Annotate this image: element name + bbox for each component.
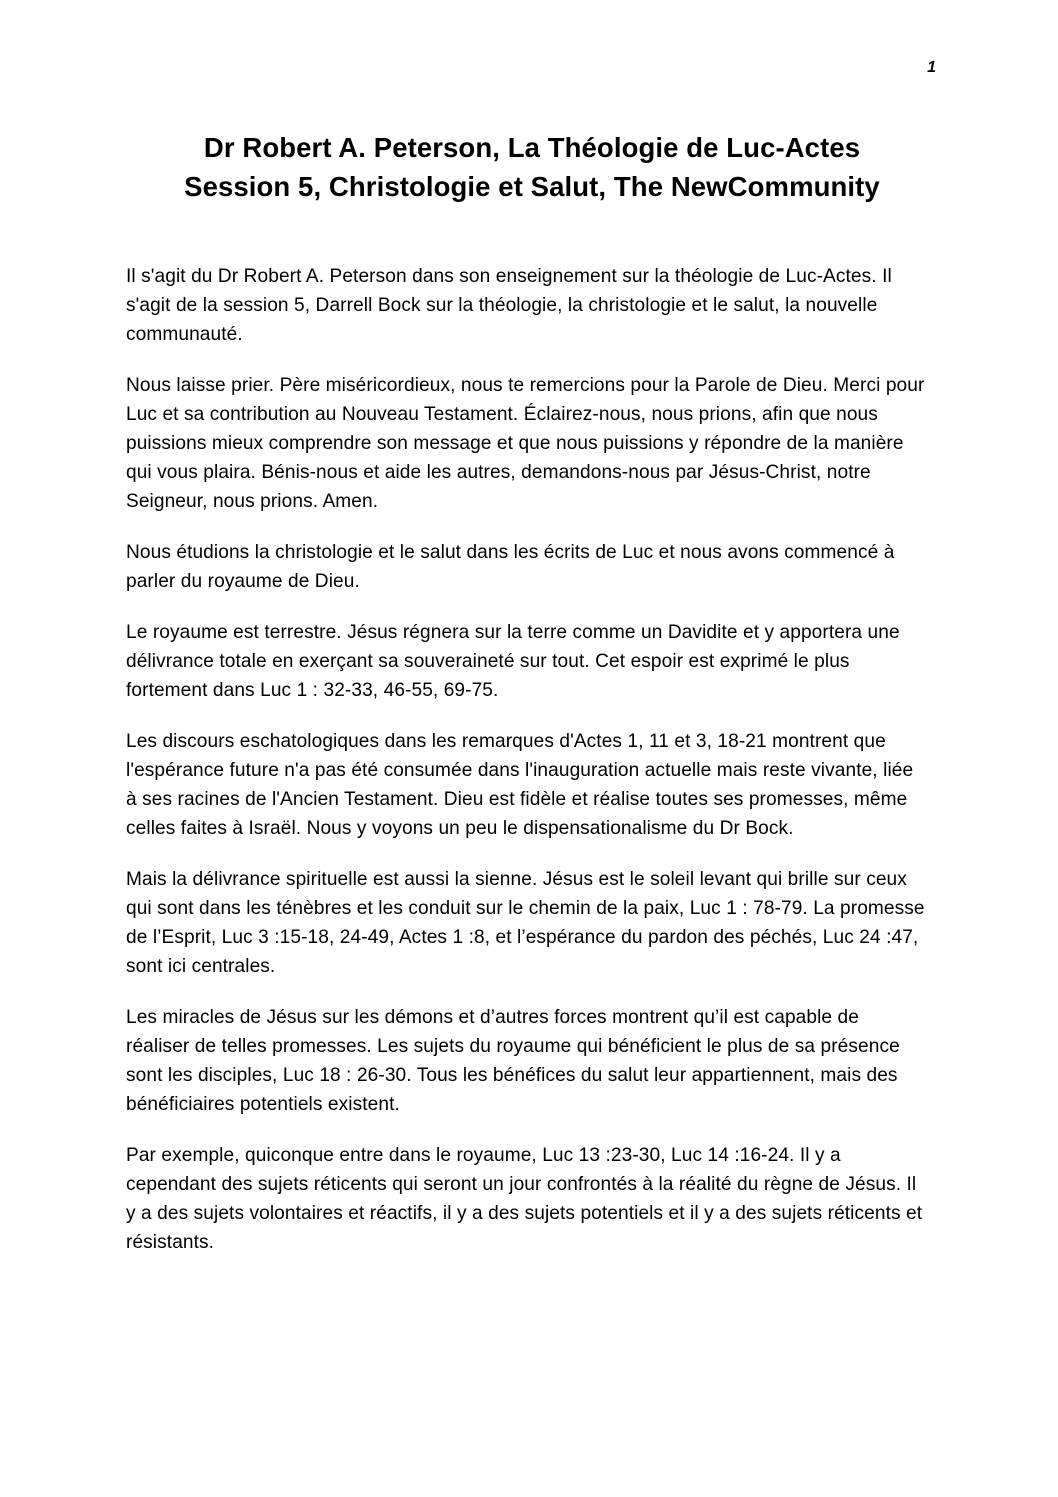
document-body (126, 262, 926, 1257)
page-number: 1 (927, 59, 936, 76)
paragraph: Nous laisse prier. Père miséricordieux, nous te remercions pour la Parole de Dieu. Merci pour Luc et sa contribution au Nouveau Testament. Éclairez-nous, nous prions, afin que nous puissions mieux comprendre son message et que nous puissions y répondre de la manière qui vous plaira. Bénis-nous et aide les autres, demandons-nous par Jésus-Christ, notre Seigneur, nous prions. Amen. (126, 375, 925, 513)
paragraph: Le royaume est terrestre. Jésus régnera sur la terre comme un Davidite et y apportera une délivrance totale en exerçant sa souveraineté sur tout. Cet espoir est exprimé le plus fortement dans Luc 1 : 32-33, 46-55, 69-75. (126, 622, 900, 702)
paragraph: Les discours eschatologiques dans les remarques d'Actes 1, 11 et 3, 18-21 montrent que l'espérance future n'a pas été consumée dans l'inauguration actuelle mais reste vivante, liée à ses racines de l'Ancien Testament. Dieu est fidèle et réalise toutes ses promesses, même celles faites à Israël. Nous y voyons un peu le dispensationalisme du Dr Bock. (126, 731, 914, 840)
paragraph: Par exemple, quiconque entre dans le royaume, Luc 13 :23-30, Luc 14 :16-24. Il y a cependant des sujets réticents qui seront un jour confrontés à la réalité du règne de Jésus. Il y a des sujets volontaires et réactifs, il y a des sujets potentiels et il y a des sujets réticents et résistants. (126, 1145, 923, 1254)
paragraph: Mais la délivrance spirituelle est aussi la sienne. Jésus est le soleil levant qui brille sur ceux qui sont dans les ténèbres et les conduit sur le chemin de la paix, Luc 1 : 78-79. La promesse de l’Esprit, Luc 3 :15-18, 24-49, Actes 1 :8, et l’espérance du pardon des péchés, Luc 24 :47, sont ici centrales. (126, 869, 925, 978)
paragraph: Nous étudions la christologie et le salut dans les écrits de Luc et nous avons commencé à parler du royaume de Dieu. (126, 542, 895, 593)
page-title (126, 128, 938, 206)
page-title-line-1: Dr Robert A. Peterson, La Théologie de Luc-Actes (203, 132, 861, 163)
paragraph: Les miracles de Jésus sur les démons et d’autres forces montrent qu’il est capable de réaliser de telles promesses. Les sujets du royaume qui bénéficient le plus de sa présence sont les disciples, Luc 18 : 26-30. Tous les bénéfices du salut leur appartiennent, mais des bénéficiaires potentiels existent. (126, 1007, 900, 1116)
page-title-line-2: Session 5, Christologie et Salut, The NewCommunity (184, 171, 880, 203)
paragraph: Il s'agit du Dr Robert A. Peterson dans son enseignement sur la théologie de Luc-Actes. Il s'agit de la session 5, Darrell Bock sur la théologie, la christologie et le salut, la nouvelle communauté. (126, 266, 892, 346)
